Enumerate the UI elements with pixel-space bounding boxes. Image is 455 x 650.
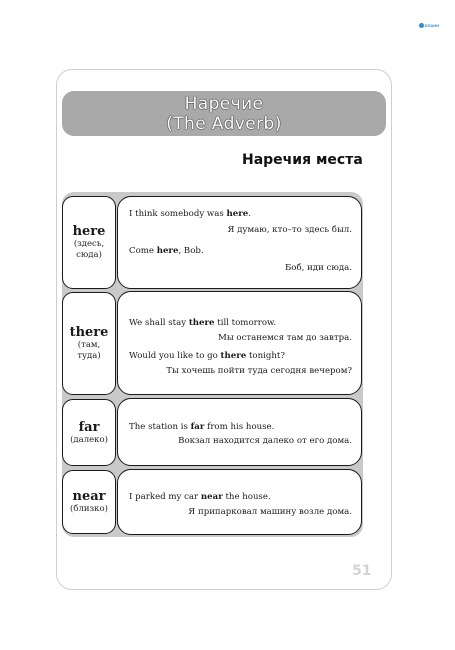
example-ru: Я припарковал машину возле дома.	[188, 507, 352, 517]
example-ru: Вокзал находится далеко от его дома.	[178, 436, 352, 446]
example-en: We shall stay there till tomorrow.	[129, 318, 277, 328]
banner-title-en: (The Adverb)	[166, 113, 282, 134]
term-translation: (близко)	[70, 504, 108, 514]
examples-box-here	[117, 196, 362, 289]
example-en: Come here, Bob.	[129, 246, 204, 256]
term-word: here	[72, 224, 106, 239]
example-en: I think somebody was here.	[129, 209, 251, 219]
term-translation: (далеко)	[70, 434, 108, 445]
term-translation: (там, туда)	[77, 340, 101, 361]
example-ru: Боб, иди сюда.	[284, 263, 352, 273]
example-en: The station is far from his house.	[129, 422, 275, 432]
example-ru: Ты хочешь пойти туда сегодня вечером?	[166, 366, 352, 376]
chapter-banner	[62, 91, 386, 136]
term-cell-near	[62, 470, 116, 534]
page-number: 51	[352, 563, 372, 579]
term-word: far	[78, 419, 100, 435]
term-translation: (здесь, сюда)	[73, 239, 105, 260]
example-en: Would you like to go there tonight?	[129, 351, 285, 361]
example-ru: Я думаю, кто–то здесь был.	[227, 225, 352, 235]
logo-icon	[419, 23, 424, 28]
term-word: near	[72, 489, 106, 504]
example-ru: Мы останемся там до завтра.	[218, 333, 352, 343]
publisher-logo	[419, 23, 439, 28]
section-title: Наречия места	[242, 152, 363, 168]
term-cell-far	[62, 399, 116, 466]
examples-box-there	[117, 291, 362, 395]
term-cell-there	[62, 292, 116, 395]
publisher-logo-text: ЕЛАНИ	[425, 23, 440, 28]
examples-box-far	[117, 398, 362, 466]
term-word: there	[69, 325, 109, 340]
examples-box-near	[117, 469, 362, 535]
term-cell-here	[62, 196, 116, 289]
banner-title-ru: Наречие	[184, 93, 264, 114]
example-en: I parked my car near the house.	[129, 492, 271, 502]
